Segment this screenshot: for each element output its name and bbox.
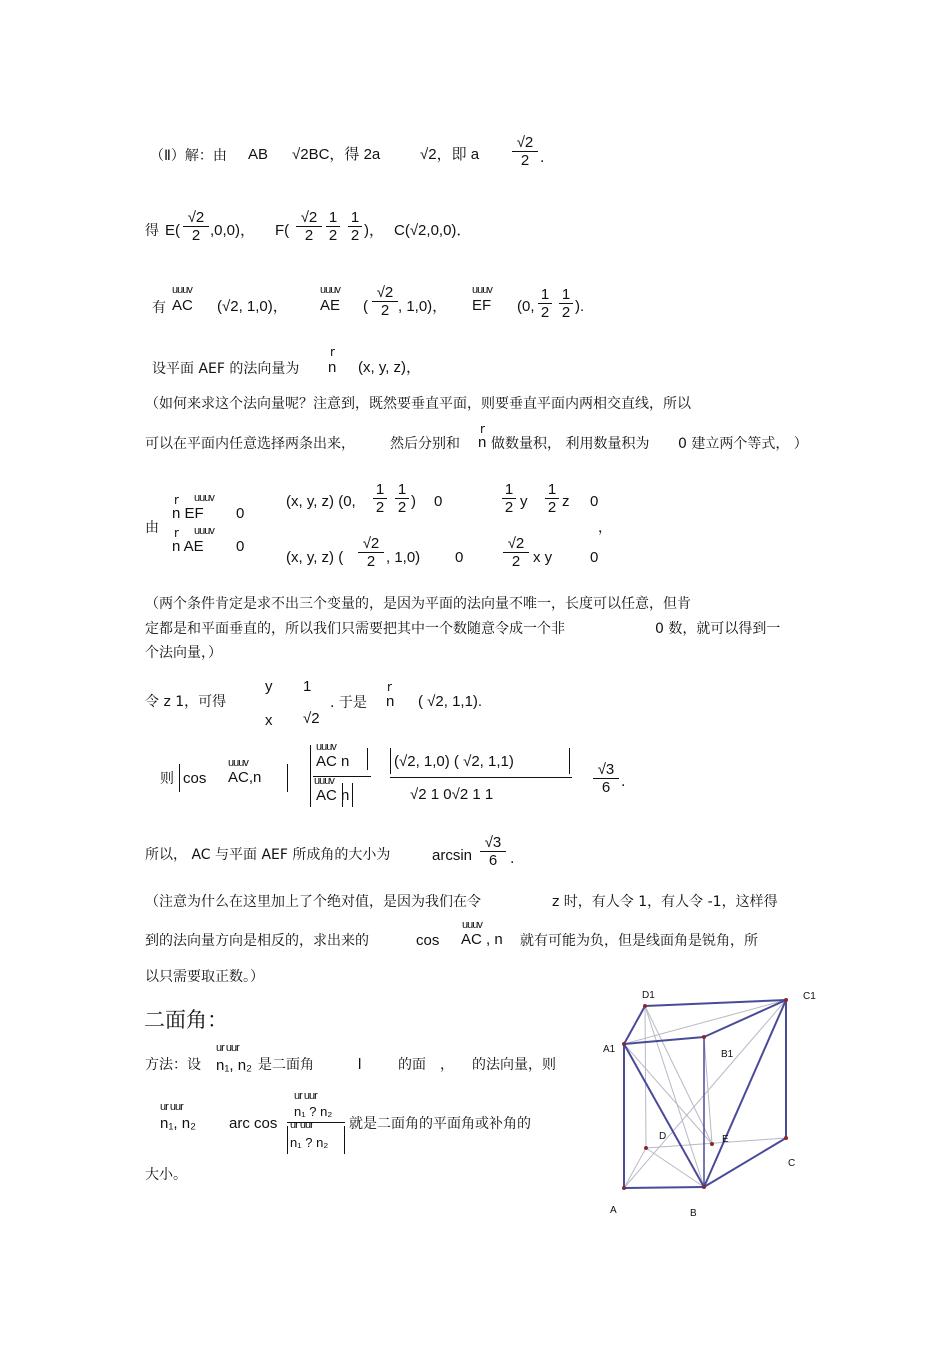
dihedral-n1n2: n₁, n₂	[216, 1057, 252, 1074]
cos-den1: AC n	[316, 787, 350, 804]
prism-figure	[600, 980, 840, 1230]
frac-num: 1	[373, 481, 387, 499]
cos-num1: AC n	[316, 753, 350, 770]
sys-y: y	[520, 493, 528, 510]
label-b: B	[690, 1208, 697, 1219]
abs-bar	[310, 745, 311, 807]
normal-n: n	[328, 359, 337, 376]
note1-n: n	[478, 434, 487, 451]
frac-num: 1	[559, 286, 573, 304]
vec-ae: AE	[320, 297, 341, 314]
vec-ac-value: (√2, 1,0)，	[217, 298, 288, 315]
ae-frac	[372, 284, 398, 319]
cos-result	[593, 761, 619, 796]
frac-num: √3	[480, 834, 506, 852]
point-c: C(√2,0,0)．	[394, 222, 472, 239]
sys-frac-d	[545, 481, 559, 516]
label-a1: A1	[603, 1044, 616, 1055]
note3-acn: AC , n	[461, 931, 503, 948]
dihedral-last: 大小。	[145, 1167, 187, 1183]
note1-line2a: 可以在平面内任意选择两条出来，	[145, 436, 355, 452]
dihedral-frac-den: n₁ ? n₂	[290, 1135, 329, 1150]
dihedral-frac-num: n₁ ? n₂	[294, 1104, 333, 1119]
vec-ef: EF	[472, 297, 492, 314]
hidden-edges	[624, 1000, 786, 1188]
frac-num: √2	[183, 209, 209, 227]
frac-den: 2	[380, 302, 390, 319]
abs-bar	[352, 783, 353, 807]
vector-arrow: ur uur	[160, 1101, 183, 1113]
dihedral-method-b: 是二面角	[258, 1057, 314, 1073]
vector-arrow: uuuv	[194, 492, 214, 504]
abs-bar	[344, 1126, 345, 1154]
ef-frac-1	[538, 286, 552, 321]
letz-sqrt2: √2	[303, 710, 320, 727]
a-value-fraction	[512, 134, 538, 169]
de-label: 得	[145, 223, 159, 239]
frac-num: √2	[296, 209, 322, 227]
frac-den: 2	[328, 227, 338, 244]
sys-row1-left: n EF	[172, 505, 204, 522]
letz-y: y	[265, 678, 273, 695]
frac-den: 2	[561, 304, 571, 321]
sys-frac-c	[502, 481, 516, 516]
vec-ac: AC	[172, 297, 193, 314]
vector-arrow: uuuv	[320, 284, 340, 296]
ef-frac-2	[559, 286, 573, 321]
frac-den: 2	[520, 152, 530, 169]
point-f: F(	[275, 222, 290, 239]
abs-bar	[342, 783, 343, 807]
frac-num: 1	[538, 286, 552, 304]
cos-ze: 则	[160, 771, 174, 787]
abs-bar	[287, 764, 288, 792]
label-d1: D1	[642, 990, 655, 1001]
note2-line3: 个法向量，）	[145, 645, 222, 661]
vec-ef-open: (0,	[517, 298, 535, 315]
note3-line3: 以只需要取正数。）	[145, 969, 264, 985]
frac-num: √3	[593, 761, 619, 779]
sys-comma: ，	[598, 520, 612, 536]
frac-num: √2	[358, 535, 384, 553]
frac-den: 2	[375, 499, 385, 516]
cos-label: cos	[183, 770, 207, 787]
zero: 0	[236, 505, 245, 522]
dot: .	[621, 774, 626, 790]
frac-den: 2	[511, 553, 521, 570]
dihedral-method: 方法：设	[145, 1057, 201, 1073]
zero: 0	[236, 538, 245, 555]
frac-den: 2	[191, 227, 201, 244]
note3-line2d: 就有可能为负，但是线面角是锐角，所	[520, 933, 758, 949]
cos-acn: AC,n	[228, 769, 262, 786]
note2-line2a: 定都是和平面垂直的，所以我们只需要把其中一个数随意令成一个非	[145, 621, 565, 637]
note2-line2b: 0 数，就可以得到一	[655, 621, 781, 637]
normal-text: 设平面 AEF 的法向量为	[152, 361, 300, 377]
note1-line2c: 做数量积， 利用数量积为	[491, 436, 650, 452]
note3-line1b: z 时，有人令 1，有人令 -1，这样得	[552, 894, 778, 910]
vec-ae-tail: , 1,0)，	[398, 298, 448, 315]
dot: .	[540, 150, 545, 166]
dihedral-arccos: arc cos	[229, 1115, 278, 1132]
vector-arrow: uuuv	[472, 284, 492, 296]
frac-num: √2	[512, 134, 538, 152]
frac-den: 6	[601, 779, 611, 796]
sys-frac-b	[395, 481, 409, 516]
vector-arrow: uuuv	[172, 284, 192, 296]
sys-row2-mid: (x, y, z) (	[286, 549, 344, 566]
sys-frac-e	[358, 535, 384, 570]
dot: .	[510, 851, 515, 867]
frac-num: 1	[545, 481, 559, 499]
you-label: 有	[152, 300, 166, 316]
f-frac-1	[296, 209, 322, 244]
normal-xyz: (x, y, z)，	[358, 359, 422, 376]
eq-ab: AB	[248, 146, 269, 163]
frac-den: 2	[350, 227, 360, 244]
letz-n-value: ( √2, 1,1).	[418, 693, 483, 710]
vector-r-mark: r	[330, 345, 335, 359]
eq-a: √2，即 a	[420, 146, 480, 163]
note1-line2b: 然后分别和	[390, 436, 460, 452]
frac-den: 6	[488, 852, 498, 869]
sys-row2-right: x y	[533, 549, 553, 566]
frac-den: 2	[366, 553, 376, 570]
vector-arrow: uuuv	[194, 525, 214, 537]
vector-arrow: uuuv	[228, 757, 248, 769]
note3-line2a: 到的法向量方向是相反的，求出来的	[145, 933, 369, 949]
f-frac-2	[326, 209, 340, 244]
vector-arrow: uuuv	[314, 775, 334, 787]
abs-bar	[390, 748, 391, 774]
dihedral-tail: 就是二面角的平面角或补角的	[349, 1116, 531, 1132]
frac-num: 1	[502, 481, 516, 499]
vector-arrow: uuuv	[462, 919, 482, 931]
result-frac	[480, 834, 506, 869]
frac-den: 2	[304, 227, 314, 244]
frac-num: 1	[326, 209, 340, 227]
frac-num: 1	[348, 209, 362, 227]
vec-ae-open: (	[363, 298, 368, 315]
vector-r-mark: r	[387, 680, 392, 694]
dihedral-lhs: n₁, n₂	[160, 1115, 196, 1132]
sys-frac-f	[503, 535, 529, 570]
label-c: C	[788, 1158, 796, 1169]
zero: 0	[455, 549, 464, 566]
f-frac-3	[348, 209, 362, 244]
dihedral-heading: 二面角：	[144, 1008, 228, 1032]
abs-bar	[569, 748, 570, 774]
vector-r-mark: r	[174, 493, 179, 507]
dihedral-l: l	[358, 1056, 362, 1073]
point-e: E(	[165, 222, 180, 239]
cos-den2: √2 1 0√2 1 1	[410, 786, 494, 803]
point-e-tail: ,0,0)，	[210, 222, 256, 239]
cos-num2: (√2, 1,0) ( √2, 1,1)	[394, 753, 514, 770]
e-frac	[183, 209, 209, 244]
note3-cos: cos	[416, 932, 440, 949]
dihedral-normal: 的法向量，则	[472, 1057, 556, 1073]
you-label-2: 由	[145, 520, 159, 536]
sys-frac-a	[373, 481, 387, 516]
note1-line2d: 0 建立两个等式， ）	[678, 436, 808, 452]
letz-n: n	[386, 693, 395, 710]
vec-ef-tail: ).	[575, 298, 585, 315]
frac-den: 2	[540, 304, 550, 321]
result-text: 所以， AC 与平面 AEF 所成角的大小为	[145, 847, 391, 863]
frac-num: √2	[503, 535, 529, 553]
note2-line1: （两个条件肯定是求不出三个变量的，是因为平面的法向量不唯一，长度可以任意，但肯	[145, 596, 691, 612]
vector-arrow: ur uur	[216, 1042, 239, 1054]
letz-yushi: . 于是	[330, 695, 367, 711]
abs-bar	[287, 1126, 288, 1154]
label-a: A	[610, 1205, 617, 1216]
note3-line1a: （注意为什么在这里加上了个绝对值，是因为我们在令	[145, 894, 481, 910]
letz-text: 令 z 1，可得	[145, 694, 227, 710]
vector-arrow: ur uur	[294, 1090, 317, 1102]
frac-den: 2	[547, 499, 557, 516]
label-b1: B1	[721, 1049, 734, 1060]
eq-2bc: √2BC，得 2a	[292, 146, 381, 163]
note1-line1: （如何来求这个法向量呢？注意到，既然要垂直平面，则要垂直平面内两相交直线，所以	[145, 396, 691, 412]
sys-z: z	[562, 493, 570, 510]
sys-row1-mid-close: )	[411, 493, 416, 510]
label-d: D	[659, 1131, 667, 1142]
zero: 0	[434, 493, 443, 510]
frac-num: √2	[372, 284, 398, 302]
part2-intro: （Ⅱ）解：由	[150, 148, 227, 164]
fraction-bar	[390, 777, 572, 778]
sys-row2-mid-tail: , 1,0)	[386, 549, 421, 566]
frac-num: 1	[395, 481, 409, 499]
sys-row2-left: n AE	[172, 538, 204, 555]
abs-bar	[367, 748, 368, 770]
zero: 0	[590, 493, 599, 510]
letz-one: 1	[303, 678, 312, 695]
vector-r-mark: r	[480, 422, 485, 436]
dihedral-comma: ，	[440, 1057, 454, 1073]
arcsin: arcsin	[432, 847, 473, 864]
point-f-tail: )，	[364, 222, 384, 239]
label-e: E	[722, 1134, 729, 1145]
zero: 0	[590, 549, 599, 566]
vector-r-mark: r	[174, 526, 179, 540]
frac-den: 2	[397, 499, 407, 516]
abs-bar	[179, 764, 180, 792]
vector-arrow: uuuv	[316, 741, 336, 753]
vector-arrow: ur uur	[290, 1119, 313, 1131]
dihedral-face: 的面	[398, 1057, 426, 1073]
sys-row1-mid: (x, y, z) (0,	[286, 493, 356, 510]
letz-x: x	[265, 712, 273, 729]
frac-den: 2	[504, 499, 514, 516]
label-c1: C1	[803, 991, 816, 1002]
